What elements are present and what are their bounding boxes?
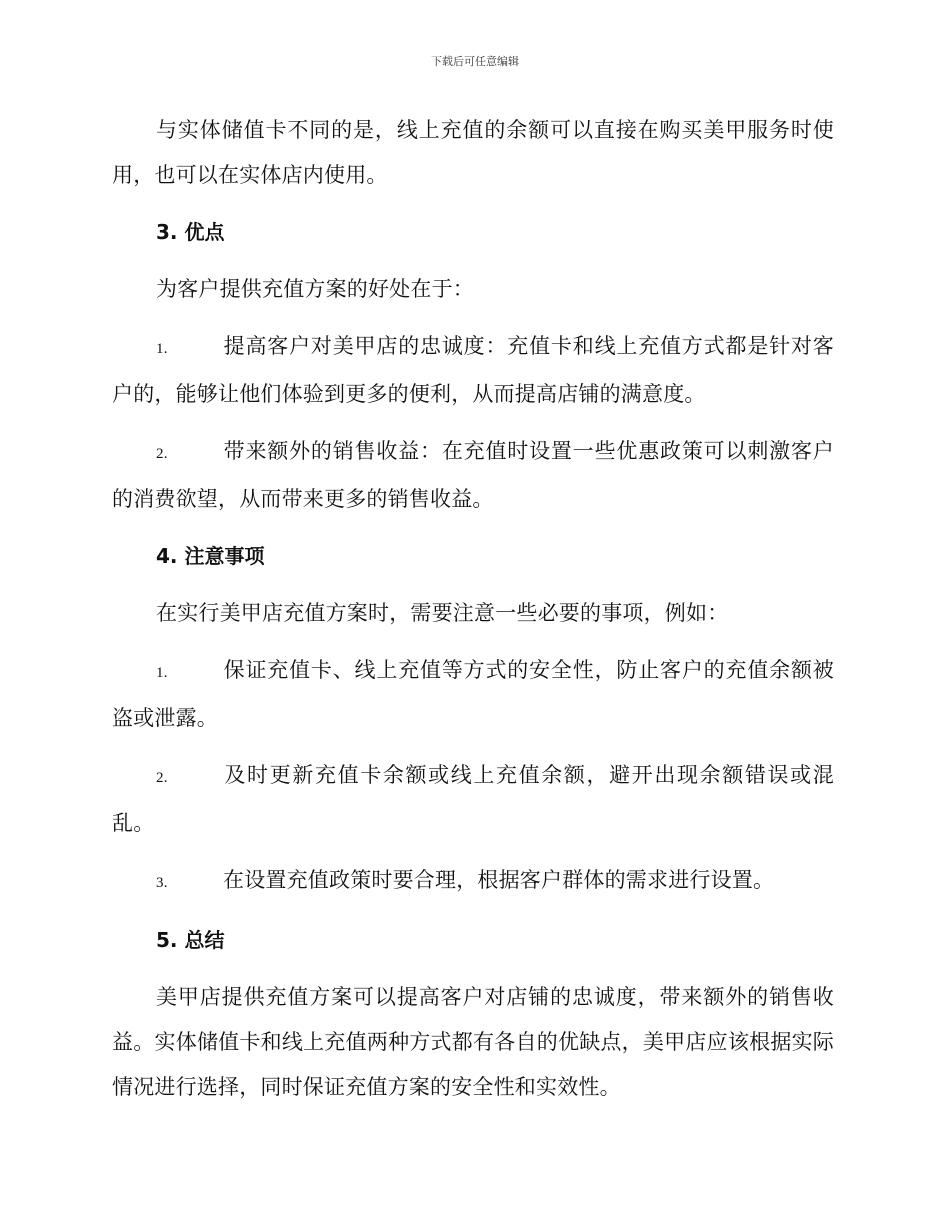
- list-number: 2.: [156, 770, 168, 786]
- section-heading-summary: 5. 总结: [156, 928, 225, 952]
- list-item-text: 提高客户对美甲店的忠诚度：充值卡和线上充值方式都是针对客户的，能够让他们体验到更多的便利，从而提高店铺的满意度。: [112, 334, 834, 406]
- list-item-text: 保证充值卡、线上充值等方式的安全性，防止客户的充值余额被盗或泄露。: [112, 658, 834, 730]
- note-item: [112, 648, 834, 741]
- list-number: 1.: [156, 665, 168, 681]
- list-number: 1.: [156, 341, 168, 357]
- section-heading-advantages: 3. 优点: [156, 220, 225, 244]
- advantage-item: [112, 324, 834, 417]
- page-header: 下载后可任意编辑: [431, 55, 519, 68]
- list-item-text: 带来额外的销售收益：在充值时设置一些优惠政策可以刺激客户的消费欲望，从而带来更多的销售收益。: [112, 439, 834, 511]
- list-item-text: 在设置充值政策时要合理，根据客户群体的需求进行设置。: [223, 868, 775, 892]
- list-item-text: 及时更新充值卡余额或线上充值余额，避开出现余额错误或混乱。: [112, 763, 834, 835]
- note-item: [112, 858, 834, 906]
- list-number: 2.: [156, 446, 168, 462]
- list-number: 3.: [156, 875, 168, 891]
- note-item: [112, 753, 834, 846]
- advantages-intro-paragraph: 为客户提供充值方案的好处在于：: [156, 277, 474, 301]
- intro-paragraph: 与实体储值卡不同的是，线上充值的余额可以直接在购买美甲服务时使用，也可以在实体店内使用。: [112, 118, 834, 187]
- section-heading-notes: 4. 注意事项: [156, 544, 265, 568]
- advantage-item: [112, 429, 834, 522]
- notes-intro-paragraph: 在实行美甲店充值方案时，需要注意一些必要的事项，例如：: [156, 601, 729, 625]
- summary-paragraph: 美甲店提供充值方案可以提高客户对店铺的忠诚度，带来额外的销售收益。实体储值卡和线上充值两种方式都有各自的优缺点，美甲店应该根据实际情况进行选择，同时保证充值方案的安全性和实效性。: [112, 985, 834, 1099]
- document-body: [112, 108, 834, 1122]
